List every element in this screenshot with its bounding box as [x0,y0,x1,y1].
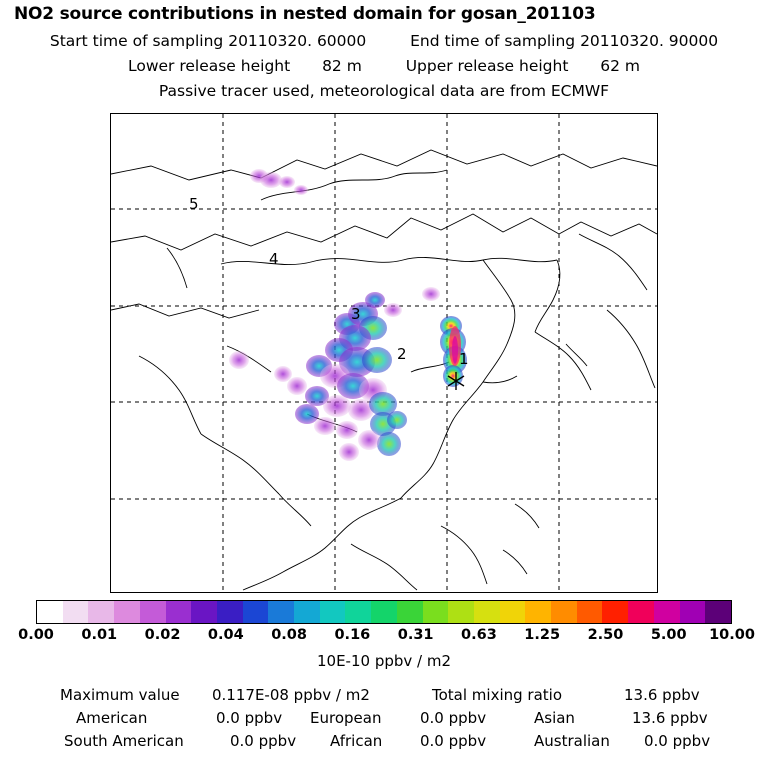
colorbar-cell [37,601,63,623]
colorbar-tick-label: 0.16 [334,627,371,643]
colorbar [36,600,732,624]
colorbar-tick-label: 5.00 [650,627,687,643]
colorbar-cell [525,601,551,623]
region-label-1: 1 [459,350,469,368]
colorbar-cell [243,601,269,623]
footer-stats [0,686,768,755]
end-time-value: 20110320. 90000 [580,32,719,50]
upper-release-height-value: 62 m [600,57,641,75]
map-svg [111,114,657,592]
colorbar-cell [397,601,423,623]
colorbar-cell [320,601,346,623]
colorbar-cell [166,601,192,623]
max-value-value: 0.117E-08 ppbv / m2 [212,686,370,704]
colorbar-cell [294,601,320,623]
total-mixing-ratio-value: 13.6 ppbv [624,686,700,704]
footer-row-continents-2 [0,732,768,755]
colorbar-cell [577,601,603,623]
colorbar-cell [191,601,217,623]
asian-label: Asian [534,709,575,727]
colorbar-cell [551,601,577,623]
start-time-value: 20110320. 60000 [228,32,367,50]
max-value-label: Maximum value [60,686,180,704]
region-label-3: 3 [351,305,361,323]
asian-value: 13.6 ppbv [632,709,708,727]
colorbar-cell [140,601,166,623]
colorbar-tick-label: 10.00 [709,627,755,643]
map-panel [110,113,658,593]
lower-release-height-label: Lower release height [127,57,291,75]
colorbar-tick-label: 0.04 [207,627,244,643]
lower-release-height-value: 82 m [322,57,362,75]
colorbar-cell [500,601,526,623]
south-american-value: 0.0 ppbv [230,732,297,750]
release-height-line [0,57,768,75]
south-american-label: South American [64,732,184,750]
european-value: 0.0 ppbv [420,709,487,727]
european-label: European [310,709,382,727]
tracer-note: Passive tracer used, meteorological data are from ECMWF [158,82,610,100]
region-label-5: 5 [189,195,199,213]
colorbar-tick-label: 0.02 [144,627,181,643]
australian-value: 0.0 ppbv [644,732,711,750]
region-label-2: 2 [397,345,407,363]
colorbar-tick-label: 2.50 [587,627,624,643]
start-time-label: Start time of sampling [49,32,224,50]
colorbar-cell [88,601,114,623]
colorbar-cell [217,601,243,623]
american-label: American [76,709,148,727]
african-value: 0.0 ppbv [420,732,487,750]
african-label: African [330,732,383,750]
colorbar-tick-label: 0.00 [18,627,54,643]
colorbar-unit-label: 10E-10 ppbv / m2 [316,652,452,670]
colorbar-tick-label: 0.01 [81,627,118,643]
colorbar-tick-label: 0.31 [397,627,434,643]
colorbar-cell [680,601,706,623]
total-mixing-ratio-label: Total mixing ratio [432,686,563,704]
colorbar-cell [423,601,449,623]
sampling-time-line [0,32,768,50]
upper-release-height-label: Upper release height [405,57,569,75]
colorbar-cell [705,601,731,623]
colorbar-cell [474,601,500,623]
colorbar-cell [345,601,371,623]
colorbar-tick-label: 1.25 [524,627,561,643]
colorbar-cell [654,601,680,623]
colorbar-cell [628,601,654,623]
colorbar-cell [114,601,140,623]
end-time-label: End time of sampling [410,32,576,50]
region-label-4: 4 [269,250,279,268]
colorbar-tick-label: 0.08 [271,627,307,643]
australian-label: Australian [534,732,610,750]
footer-row-max [0,686,768,709]
colorbar-tick-labels [0,627,768,645]
colorbar-cell [602,601,628,623]
footer-row-continents-1 [0,709,768,732]
american-value: 0.0 ppbv [216,709,283,727]
colorbar-tick-label: 0.63 [461,627,497,643]
colorbar-cell [371,601,397,623]
page-title: NO2 source contributions in nested domain for gosan_201103 [14,4,596,24]
colorbar-cell [63,601,89,623]
colorbar-cell [268,601,294,623]
colorbar-cell [448,601,474,623]
